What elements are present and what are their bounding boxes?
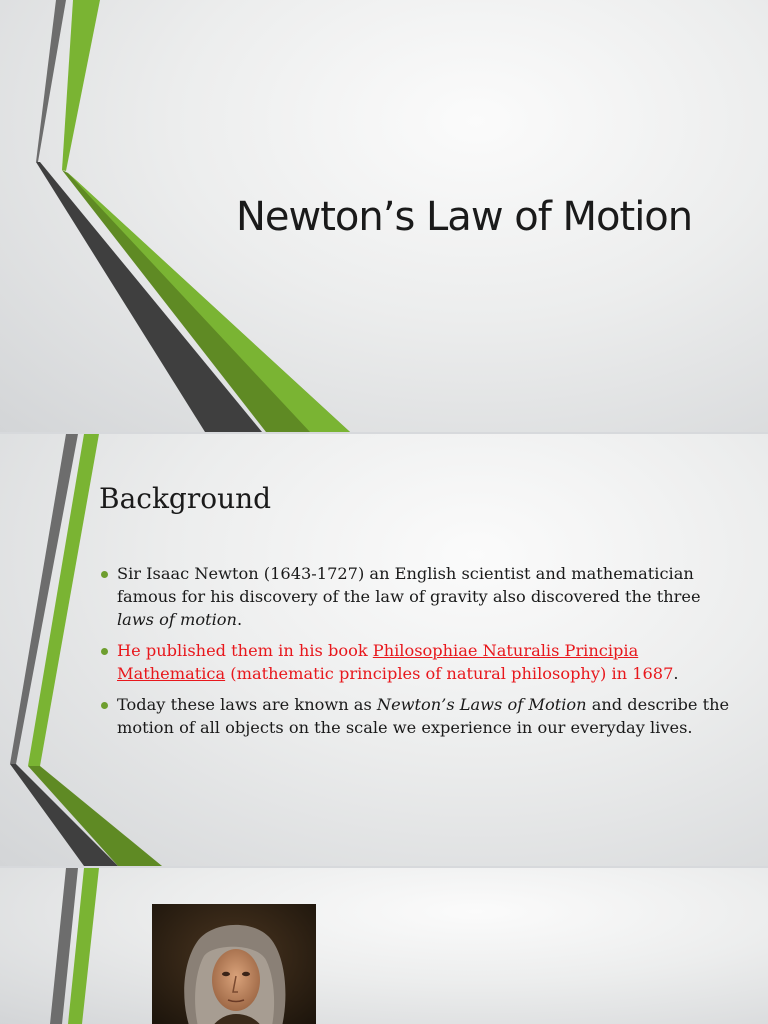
bullet-text: He published them in his book	[117, 641, 373, 660]
bullet-item	[100, 639, 730, 685]
bullet-text: Today these laws are known as	[117, 695, 377, 714]
deco-dark-stripe-bottom	[10, 764, 118, 866]
bullet-list	[100, 562, 730, 747]
slide-portrait	[0, 868, 768, 1024]
bullet-item	[100, 562, 730, 631]
bullet-text: and describe the motion of all objects on the scale we experience in our everyday lives.	[117, 695, 730, 737]
isaac-newton-portrait	[152, 904, 316, 1024]
deco-green-stripe-top	[62, 0, 100, 171]
slide-heading: Background	[99, 482, 272, 515]
deco-gray-stripe-top	[36, 0, 66, 162]
slide-background	[0, 434, 768, 866]
principia-link[interactable]: Philosophiae Naturalis Principia Mathematica	[117, 641, 639, 683]
bullet-item	[100, 693, 730, 739]
portrait-image	[152, 904, 316, 1024]
bullet-italic-text: laws of motion	[117, 610, 237, 629]
bullet-italic-text: Newton’s Laws of Motion	[376, 695, 587, 714]
bullet-text: .	[236, 610, 243, 629]
slide-title	[0, 0, 768, 432]
bullet-text: (mathematic principles of natural philosophy) in 1687	[225, 664, 674, 683]
bullet-text: .	[673, 664, 679, 683]
bullet-text: Sir Isaac Newton (1643-1727) an English scientist and mathematician famous for his discovery of the law of gravity also discovered the three	[117, 564, 701, 606]
deco-dark-stripe-bottom	[36, 162, 262, 432]
slide-decoration	[0, 868, 768, 1024]
slide-title-text: Newton’s Law of Motion	[236, 194, 693, 240]
